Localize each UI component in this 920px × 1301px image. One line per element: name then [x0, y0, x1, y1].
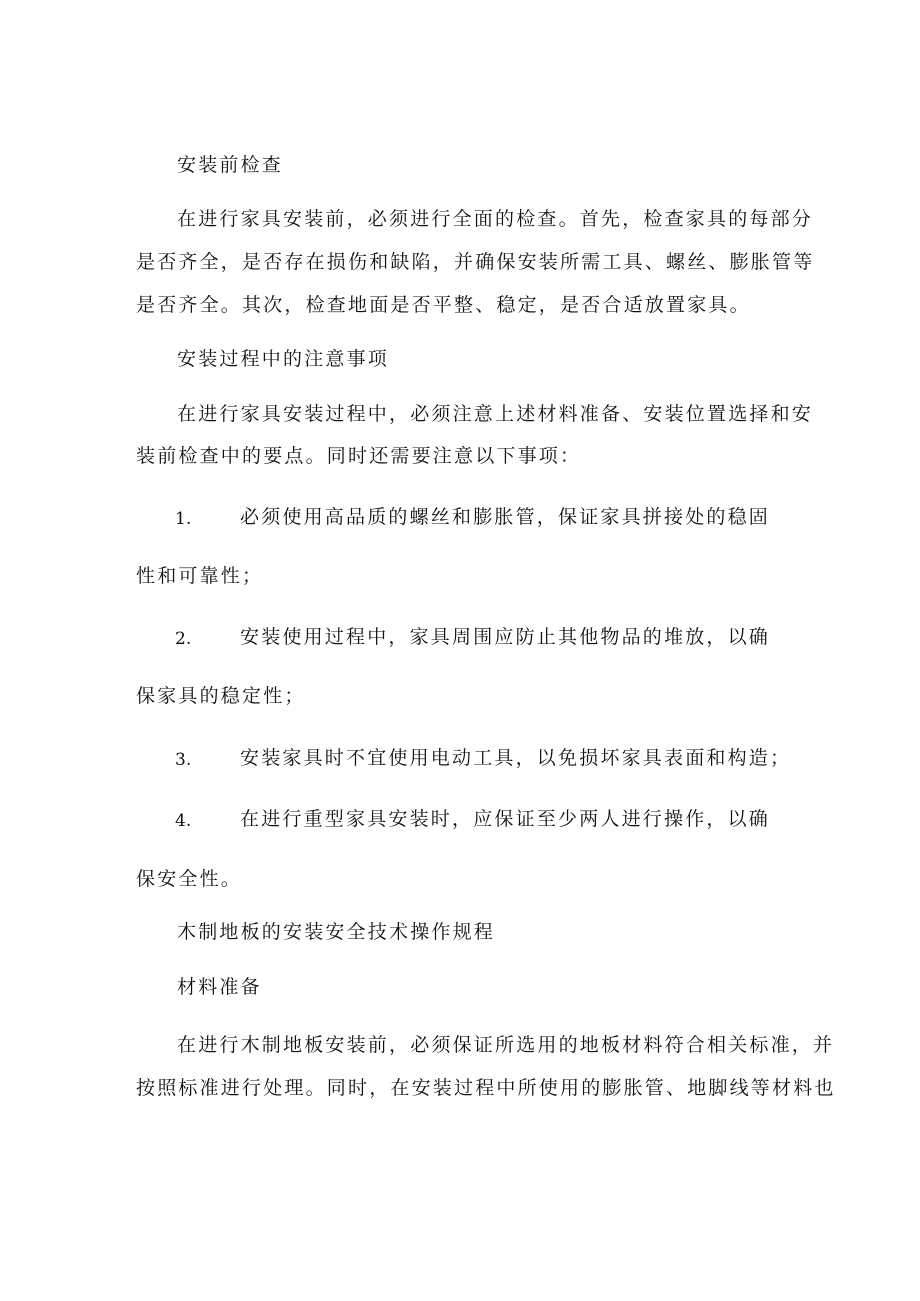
- paragraph-line: 是否齐全。其次，检查地面是否平整、稳定，是否合适放置家具。: [136, 294, 751, 316]
- list-item-number: 4.: [175, 811, 192, 831]
- section-heading: 木制地板的安装安全技术操作规程: [177, 921, 496, 943]
- list-item-text: 安装家具时不宜使用电动工具，以免损坏家具表面和构造；: [240, 747, 792, 769]
- section-heading: 安装过程中的注意事项: [177, 348, 390, 370]
- list-item-continuation: 保家具的稳定性；: [136, 685, 306, 707]
- paragraph-line: 在进行家具安装前，必须进行全面的检查。首先，检查家具的每部分: [177, 208, 814, 230]
- paragraph-line: 在进行家具安装过程中，必须注意上述材料准备、安装位置选择和安: [177, 403, 814, 425]
- list-item-continuation: 保安全性。: [136, 868, 243, 890]
- list-item-number: 1.: [175, 509, 192, 529]
- list-item-number: 2.: [175, 629, 192, 649]
- section-heading: 安装前检查: [177, 154, 284, 176]
- paragraph-line: 按照标准进行处理。同时，在安装过程中所使用的膨胀管、地脚线等材料也: [136, 1077, 836, 1099]
- paragraph-line: 装前检查中的要点。同时还需要注意以下事项：: [136, 445, 582, 467]
- list-item-text: 必须使用高品质的螺丝和膨胀管，保证家具拼接处的稳固: [240, 506, 771, 528]
- paragraph-line: 在进行木制地板安装前，必须保证所选用的地板材料符合相关标准，并: [177, 1034, 835, 1056]
- list-item-text: 安装使用过程中，家具周围应防止其他物品的堆放，以确: [240, 626, 771, 648]
- list-item-number: 3.: [175, 750, 192, 770]
- paragraph-line: 是否齐全，是否存在损伤和缺陷，并确保安装所需工具、螺丝、膨胀管等: [136, 251, 815, 273]
- list-item-continuation: 性和可靠性；: [136, 565, 264, 587]
- list-item-text: 在进行重型家具安装时，应保证至少两人进行操作，以确: [240, 808, 771, 830]
- section-heading: 材料准备: [177, 976, 262, 998]
